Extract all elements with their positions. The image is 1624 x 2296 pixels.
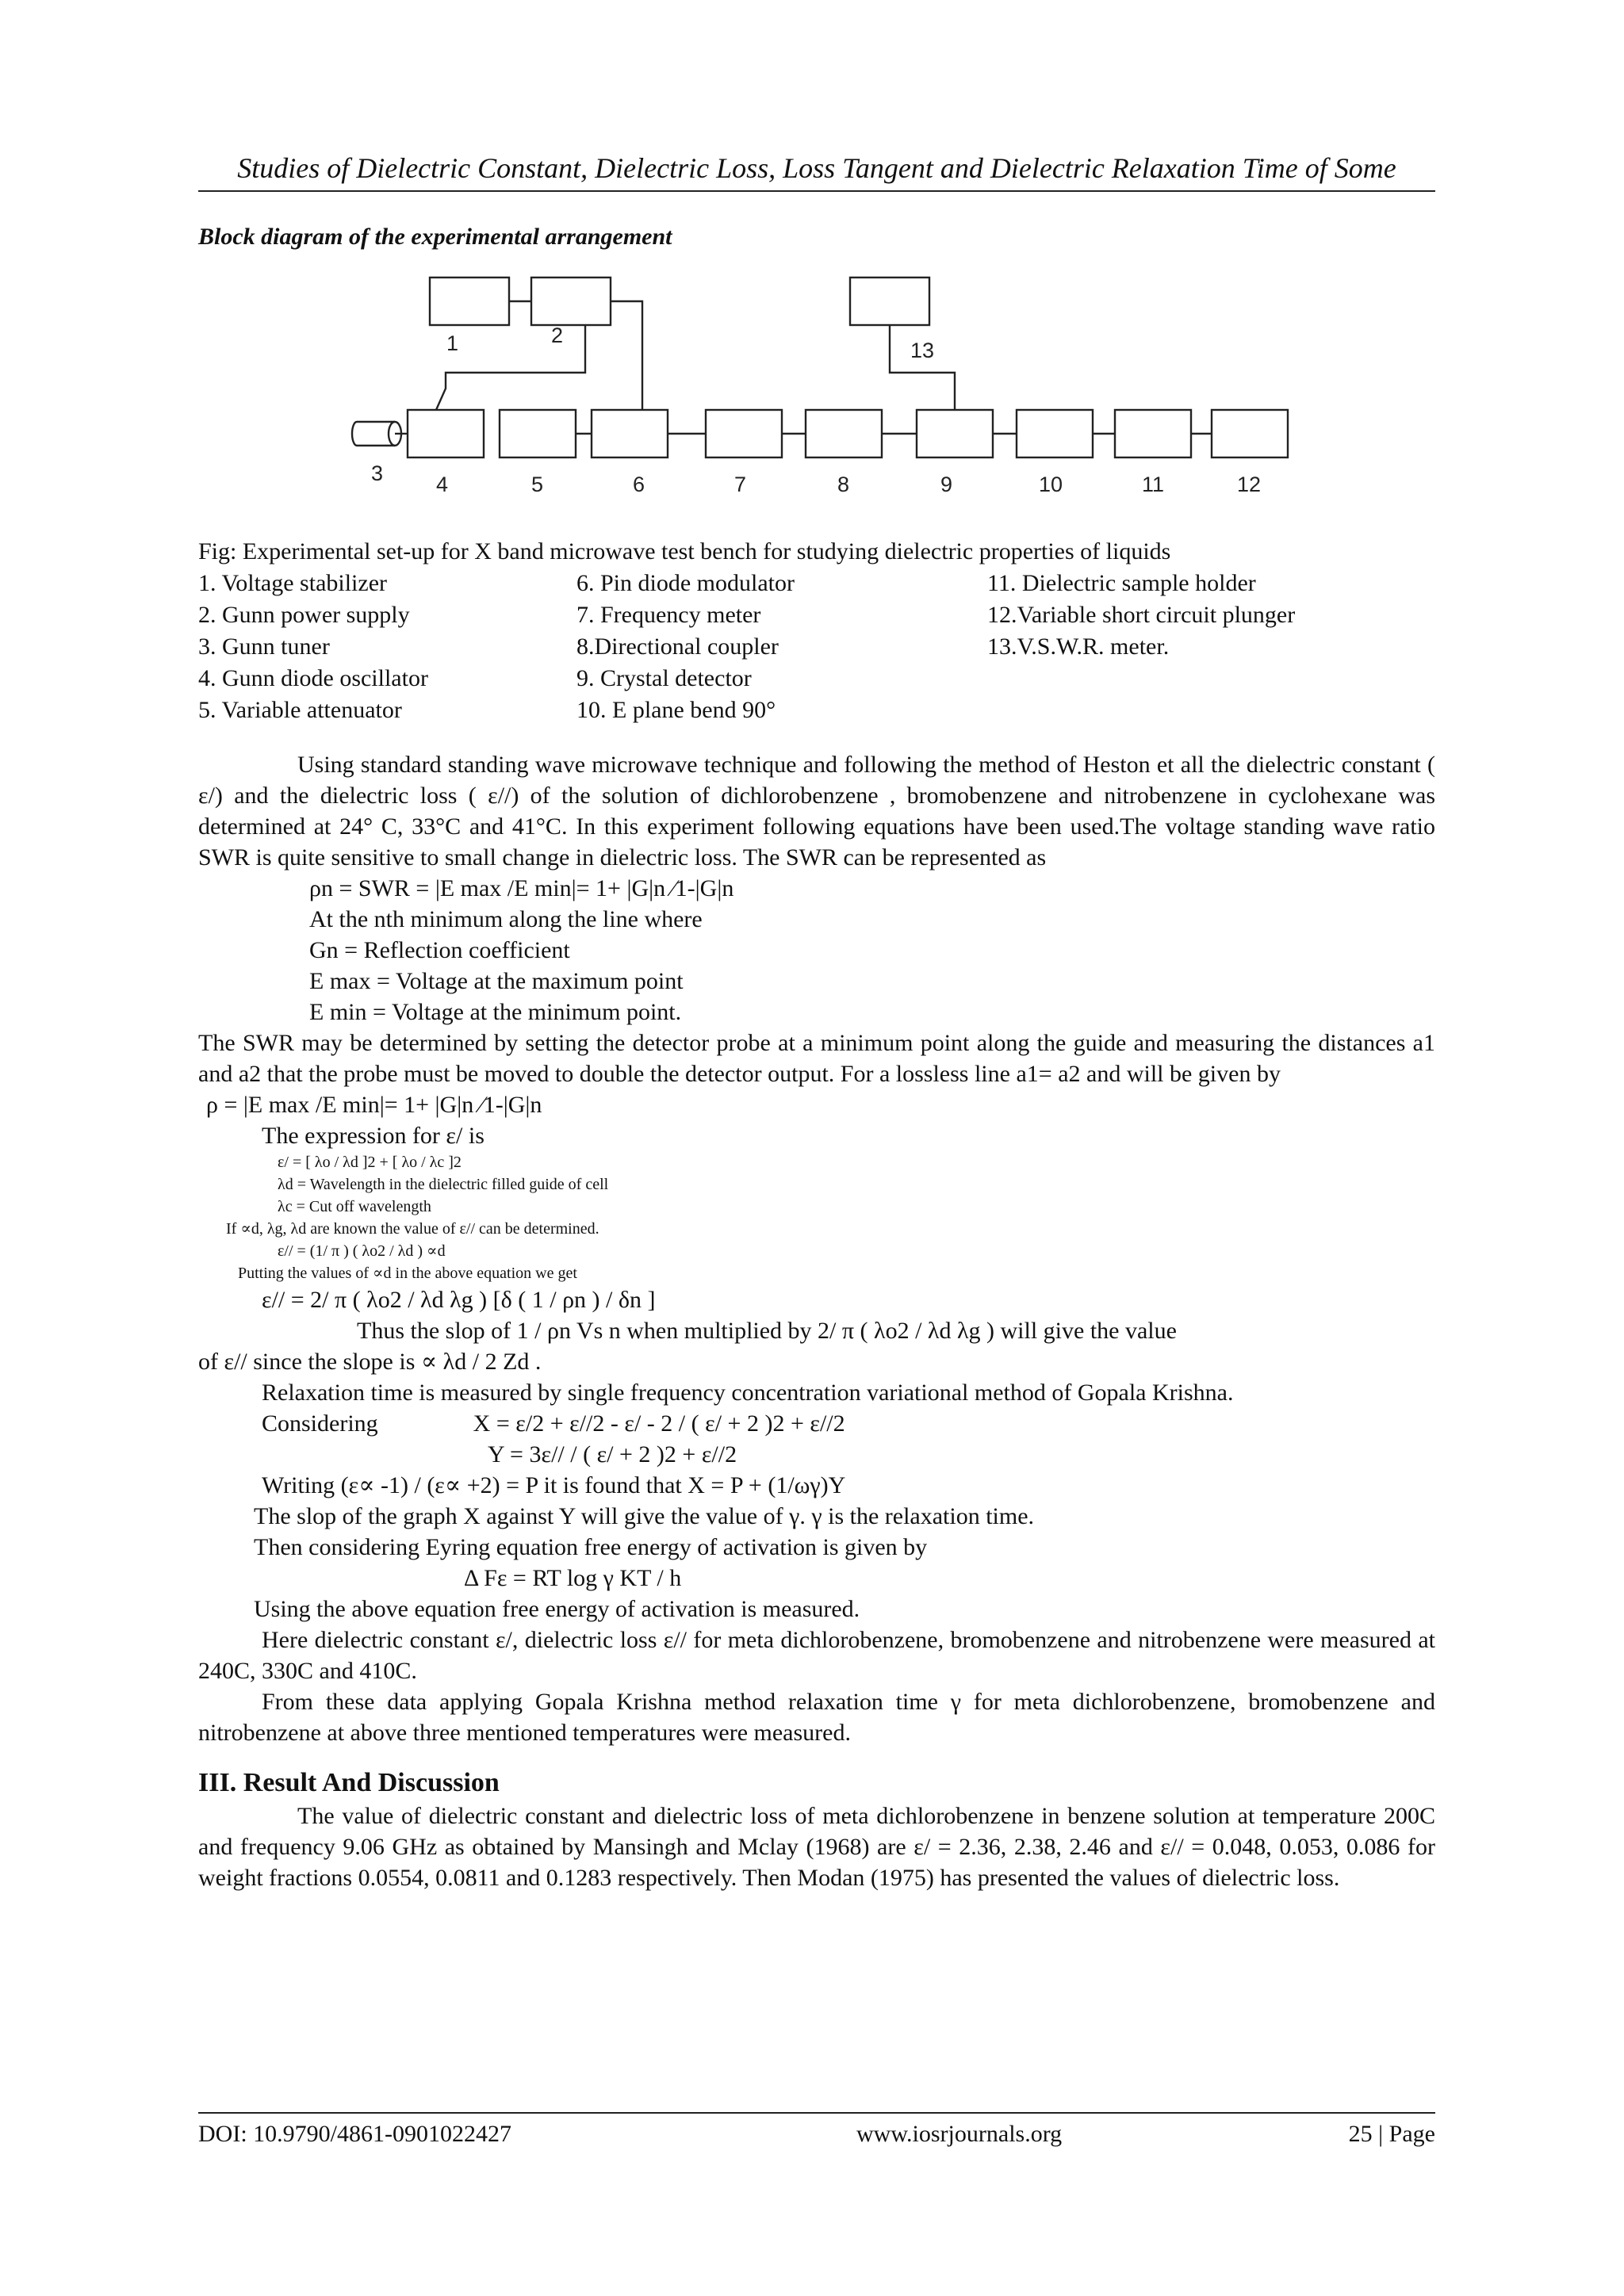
paragraph: The SWR may be determined by setting the detector probe at a minimum point along the guide and measuring the distances a1 and a2 that the probe must be moved to double the detector output. For a lossless line a1= a2 and will be given by [198,1030,1435,1087]
block-6 [592,410,668,457]
using-line: Using the above equation free energy of activation is measured. [254,1596,860,1622]
legend-item: 4. Gunn diode oscillator [198,665,428,691]
label-3: 3 [371,461,384,485]
block-2 [531,277,611,325]
label-12: 12 [1237,473,1262,496]
doi: DOI: 10.9790/4861-0901022427 [198,2121,511,2147]
block-12 [1212,410,1288,457]
equation-eps2: ε// = 2/ π ( λo2 / λd λg ) [δ ( 1 / ρn ) / δn ] [262,1287,656,1313]
label-7: 7 [734,473,747,496]
label-11: 11 [1142,473,1165,496]
paragraph: Using standard standing wave microwave technique and following the method of Heston et all the dielectric constant ( ε/) and the dielectric loss ( ε//) of the solution of dichlorobenzene , bromobenzene and nitrobenzene in cyclohexane was determined at 24° C, 33°C and 41°C. In this experiment following equations have been used.The voltage standing wave ratio SWR is quite sensitive to small change in dielectric loss. The SWR can be represented as [198,752,1435,871]
definition: E min = Voltage at the minimum point. [309,999,682,1025]
definition: Gn = Reflection coefficient [309,937,570,963]
legend-item: 9. Crystal detector [576,665,752,691]
relaxation-line: Relaxation time is measured by single frequency concentration variational method of Gopala Krishna. [262,1380,1234,1406]
equation-swr: ρn = SWR = |E max /E min|= 1+ |G|n ⁄1-|G|n [309,875,734,901]
formula: λc = Cut off wavelength [278,1198,431,1215]
equation-x-text: X = ε/2 + ε//2 - ε/ - 2 / ( ε/ + 2 )2 + ε//2 [473,1410,845,1437]
legend-item: 6. Pin diode modulator [576,570,795,596]
section-title: III. Result And Discussion [198,1768,500,1797]
equation-free-energy: Δ Fε = RT log γ KT / h [464,1565,682,1591]
figure-caption: Fig: Experimental set-up for X band microwave test bench for studying dielectric properties of liquids [198,538,1171,564]
formula: ε/ = [ λo / λd ]2 + [ λo / λc ]2 [278,1154,462,1171]
journal-website: www.iosrjournals.org [856,2121,1063,2147]
writing-line: Writing (ε∝ -1) / (ε∝ +2) = P it is found that X = P + (1/ωγ)Y [262,1472,846,1498]
legend-item: 12.Variable short circuit plunger [987,602,1296,628]
label-8: 8 [837,473,850,496]
equation-x [198,1408,1435,1439]
legend-item: 5. Variable attenuator [198,697,402,723]
legend-item: 13.V.S.W.R. meter. [987,633,1170,660]
legend-item: 8.Directional coupler [576,633,779,660]
block-5 [500,410,576,457]
considering-label: Considering [262,1410,378,1437]
expression-line: The expression for ε/ is [262,1123,485,1149]
block-10 [1017,410,1093,457]
label-13: 13 [910,339,935,362]
equation-rho: ρ = |E max /E min|= 1+ |G|n ⁄1-|G|n [206,1092,542,1118]
header-rule [198,190,1435,192]
block-diagram [198,262,1324,515]
legend-column-3 [987,568,1295,663]
paragraph: The value of dielectric constant and dielectric loss of meta dichlorobenzene in benzene solution at temperature 200C and frequency 9.06 GHz as obtained by Mansingh and Mclay (1968) are ε/ = 2.36, 2.38, 2.46 and ε// = 0.048, 0.053, 0.086 for weight fractions 0.0554, 0.0811 and 0.1283 respectively. Then Modan (1975) has presented the values of dielectric loss. [198,1803,1435,1891]
formula: λd = Wavelength in the dielectric filled guide of cell [278,1176,609,1193]
footer-rule [198,2112,1435,2114]
label-6: 6 [633,473,645,496]
body-text [198,749,1435,1893]
label-9: 9 [940,473,953,496]
formula: If ∝d, λg, λd are known the value of ε// can be determined. [226,1220,599,1238]
label-10: 10 [1039,473,1063,496]
label-5: 5 [531,473,544,496]
formula: ε// = (1/ π ) ( λo2 / λd ) ∝d [278,1242,446,1260]
block-7 [706,410,782,457]
paragraph: Here dielectric constant ε/, dielectric loss ε// for meta dichlorobenzene, bromobenzene and nitrobenzene were measured at 240C, 330C and 410C. [198,1627,1435,1684]
slope-line: of ε// since the slope is ∝ λd / 2 Zd . [198,1349,542,1375]
legend-item: 1. Voltage stabilizer [198,570,388,596]
block-diagram-heading: Block diagram of the experimental arrangement [198,224,672,250]
legend-item: 11. Dielectric sample holder [987,570,1256,596]
label-2: 2 [551,323,564,347]
block-11 [1115,410,1191,457]
block-1 [430,277,509,325]
eyring-line: Then considering Eyring equation free energy of activation is given by [254,1534,928,1560]
block-9 [917,410,993,457]
paragraph: From these data applying Gopala Krishna method relaxation time γ for meta dichlorobenzene, bromobenzene and nitrobenzene at above three mentioned temperatures were measured. [198,1689,1435,1746]
legend-column-1 [198,568,428,726]
legend-item: 3. Gunn tuner [198,633,330,660]
label-1: 1 [446,331,459,355]
legend-item: 10. E plane bend 90° [576,697,776,723]
formula: Putting the values of ∝d in the above equation we get [238,1265,577,1282]
block-4 [408,410,484,457]
slope-line: Thus the slop of 1 / ρn Vs n when multiplied by 2/ π ( λo2 / λd λg ) will give the value [357,1318,1177,1344]
legend-column-2 [576,568,795,726]
running-header: Studies of Dielectric Constant, Dielectric Loss, Loss Tangent and Dielectric Relaxation Time of Some [237,152,1396,184]
block-8 [806,410,882,457]
page-number: 25 | Page [1348,2121,1435,2147]
label-4: 4 [436,473,449,496]
definition: At the nth minimum along the line where [309,906,703,932]
definition: E max = Voltage at the maximum point [309,968,684,994]
legend-item: 2. Gunn power supply [198,602,410,628]
legend-item: 7. Frequency meter [576,602,761,628]
slope-graph-line: The slop of the graph X against Y will give the value of γ. γ is the relaxation time. [254,1503,1035,1529]
block-13 [850,277,929,325]
equation-y: Y = 3ε// / ( ε/ + 2 )2 + ε//2 [488,1441,737,1468]
